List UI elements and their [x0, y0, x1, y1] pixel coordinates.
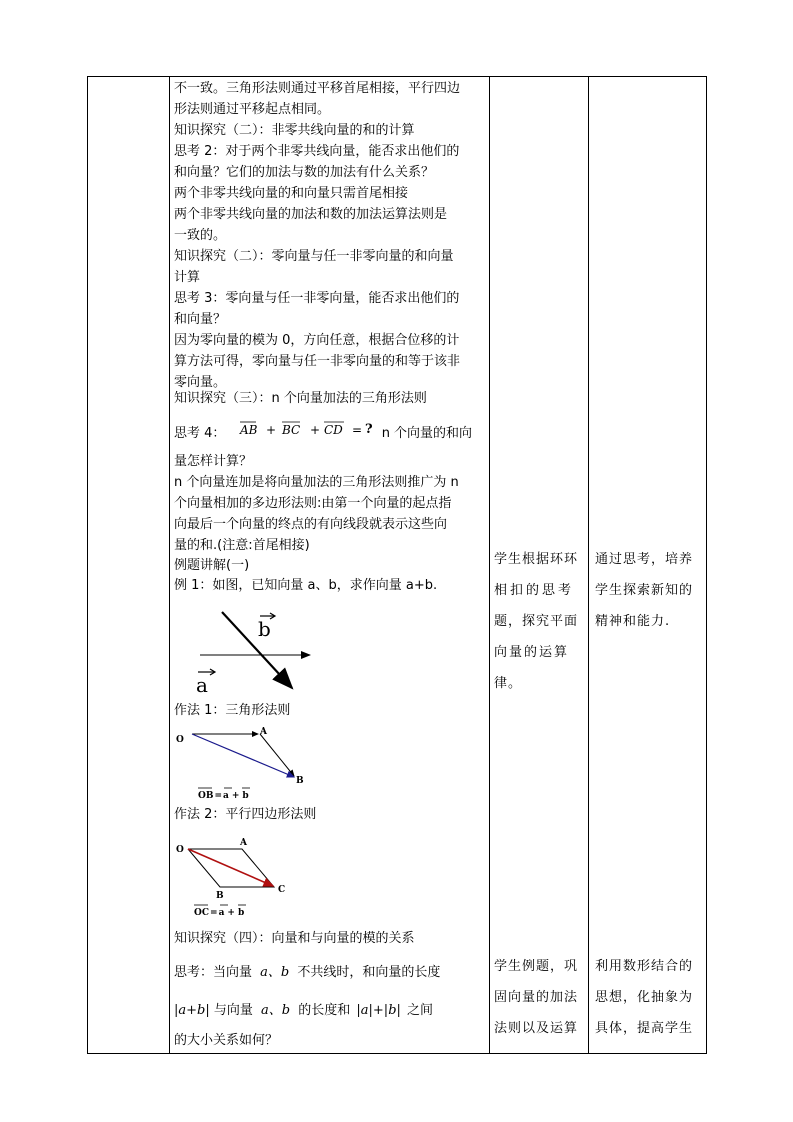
point-b-label: B — [296, 776, 304, 786]
section-heading: 知识探究（四）：向量和与向量的模的关系 — [174, 931, 415, 946]
design-intent-block-1: 通过思考，培养 学生探索新知的 精神和能力. — [595, 552, 694, 629]
design-intent-block-2: 利用数形结合的 思想，化抽象为 具体，提高学生 — [595, 959, 694, 1036]
vector-sum-expression — [236, 419, 374, 443]
table-col-border-3 — [489, 76, 490, 1054]
vector-a-label: a — [196, 673, 208, 697]
question-mark: ? — [364, 422, 373, 437]
think4-line — [174, 419, 472, 445]
vector-ab-label: AB — [239, 423, 258, 437]
student-activity-block-2: 学生例题，巩 固向量的加法 法则以及运算 — [494, 959, 579, 1036]
sum-vector-oc — [188, 849, 273, 886]
text-line: 一致的。 — [174, 228, 227, 243]
table-col-border-5 — [706, 76, 707, 1054]
table-col-border-2 — [169, 76, 170, 1054]
point-b-label: B — [216, 891, 224, 901]
table-col-border-4 — [588, 76, 589, 1054]
text-line: 计算 — [174, 270, 201, 285]
point-o-label: O — [176, 735, 184, 745]
text-line: 形法则通过平移起点相同。 — [174, 102, 331, 117]
text-line: 量怎样计算？ — [174, 454, 253, 469]
plus-sign-2: + — [309, 423, 320, 437]
think5-line-1: 思考：当向量 a、b 不共线时，和向量的长度 — [174, 965, 441, 980]
vectors-a-b: a、b — [260, 965, 290, 980]
formula-oc: OC=a + b — [194, 908, 245, 918]
think4-suffix: n 个向量的和向 — [381, 426, 473, 441]
abs-a-plus-abs-b: |a|+|b| — [356, 1003, 401, 1018]
text-line: 零向量。 — [174, 375, 227, 390]
formula-ob: OB=a + b — [198, 791, 249, 801]
table-bottom-border — [87, 1053, 707, 1054]
equals-sign: = — [351, 423, 362, 437]
text-line: 例 1：如图，已知向量 a、b，求作向量 a+b. — [174, 578, 438, 593]
point-o-label: O — [176, 845, 184, 855]
point-a-label: A — [260, 727, 267, 737]
think4-prefix: 思考 4： — [174, 426, 226, 441]
method-1-label: 作法 1：三角形法则 — [174, 703, 291, 718]
section-heading: 知识探究（二）：非零共线向量的和的计算 — [174, 123, 415, 138]
text-line: 算方法可得，零向量与任一非零向量的和等于该非 — [174, 354, 461, 369]
think5-line-2: |a+b| 与向量 a、b 的长度和 |a|+|b| 之间 — [174, 1003, 434, 1018]
text-line: n 个向量连加是将向量加法的三角形法则推广为 n — [174, 475, 459, 490]
text-line: 个向量相加的多边形法则:由第一个向量的起点指 — [174, 496, 452, 511]
section-heading: 例题讲解(一) — [174, 558, 250, 573]
vector-cd-label: CD — [323, 423, 343, 437]
text-line: 因为零向量的模为 0，方向任意，根据合位移的计 — [174, 333, 460, 348]
section-heading: 知识探究（二）：零向量与任一非零向量的和向量 — [174, 249, 454, 264]
vector-bc-label: BC — [281, 423, 300, 437]
figure-vectors-a-b — [194, 608, 344, 698]
section-heading: 知识探究（三）：n 个向量加法的三角形法则 — [174, 391, 427, 406]
think5-line-3: 的大小关系如何？ — [174, 1033, 279, 1048]
text-line: 向最后一个向量的终点的有向线段就表示这些向 — [174, 517, 448, 532]
vector-b-label: b — [258, 617, 271, 641]
text-line: 两个非零共线向量的加法和数的加法运算法则是 — [174, 207, 448, 222]
text-line: 思考 2：对于两个非零共线向量，能否求出他们的 — [174, 144, 460, 159]
text-line: 和向量？它们的加法与数的加法有什么关系？ — [174, 165, 435, 180]
teaching-content-cell — [174, 76, 486, 1052]
text-line: 量的和.(注意:首尾相接) — [174, 538, 310, 553]
method-2-label: 作法 2：平行四边形法则 — [174, 807, 317, 822]
figure-parallelogram-rule — [174, 835, 314, 921]
text-line: 和向量？ — [174, 312, 227, 327]
text-line: 两个非零共线向量的和向量只需首尾相接 — [174, 186, 409, 201]
text-line: 思考 3：零向量与任一非零向量，能否求出他们的 — [174, 291, 460, 306]
vector-b-arrow — [222, 612, 292, 688]
table-col-border-1 — [87, 76, 88, 1054]
sum-vector-ob — [192, 734, 294, 777]
point-c-label: C — [278, 885, 286, 895]
point-a-label: A — [240, 838, 247, 848]
text-line: 不一致。三角形法则通过平移首尾相接，平行四边 — [174, 81, 461, 96]
plus-sign-1: + — [265, 423, 276, 437]
vectors-a-b-2: a、b — [261, 1003, 291, 1018]
student-activity-block-1: 学生根据环环 相扣的思考 题，探究平面 向量的运算 律。 — [494, 552, 579, 691]
abs-sum-a-b: |a+b| — [174, 1003, 210, 1018]
figure-triangle-rule — [174, 724, 314, 804]
